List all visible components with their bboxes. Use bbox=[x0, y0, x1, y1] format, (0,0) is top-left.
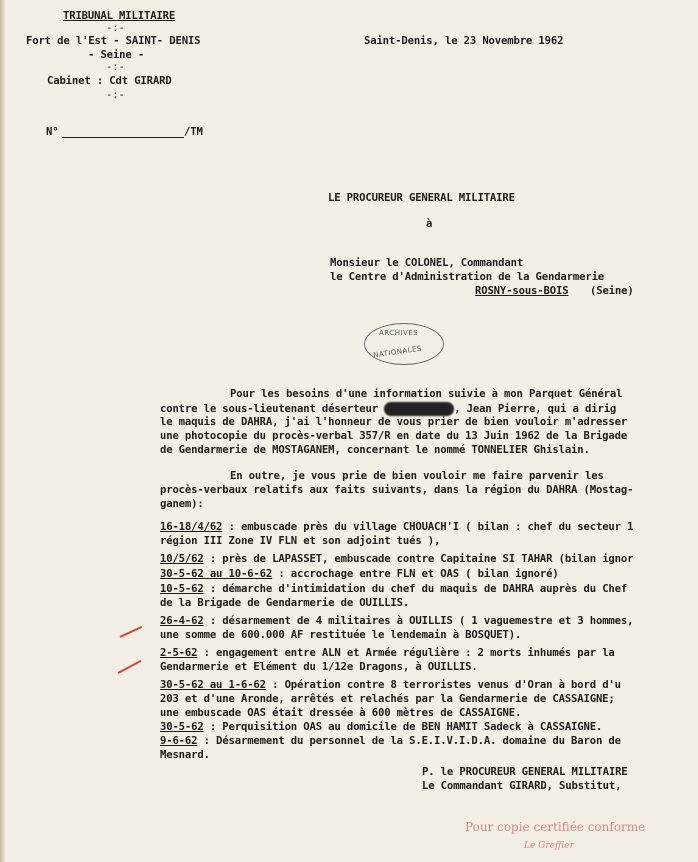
event-line: une embuscade OAS était dressée à 600 mètres de CASSAIGNE. bbox=[160, 707, 522, 719]
event-date: 9-6-62 bbox=[160, 735, 198, 747]
certified-copy-stamp: Pour copie certifiée conforme bbox=[465, 820, 646, 834]
red-margin-mark bbox=[118, 660, 142, 674]
event-text: : embuscade près du village CHOUACH'I ( bilan : chef du secteur 1 bbox=[222, 521, 634, 533]
event-line bbox=[160, 553, 633, 566]
para1-line: de Gendarmerie de MOSTAGANEM, concernant le nommé TONNELIER Ghislain. bbox=[160, 444, 590, 456]
greffier-stamp: Le Greffier bbox=[524, 841, 574, 851]
event-text: : engagement entre ALN et Armée régulière : 2 morts inhumés par la bbox=[197, 647, 615, 659]
event-date: 30-5-62 bbox=[160, 721, 204, 733]
event-line: une somme de 600.000 AF restituée le lendemain à BOSQUET). bbox=[160, 629, 522, 641]
stamp-bottom-text: NATIONALES bbox=[372, 344, 423, 360]
event-line: région III Zone IV FLN et son adjoint tués ), bbox=[160, 535, 441, 547]
reference-suffix: /TM bbox=[184, 126, 203, 138]
stamp-top-text: ARCHIVES bbox=[379, 329, 419, 337]
recipient-line-1: Monsieur le COLONEL, Commandant bbox=[330, 257, 524, 269]
event-line bbox=[160, 679, 621, 692]
redacted-name bbox=[384, 402, 454, 416]
para1-line-part: , Jean Pierre, qui a dirig bbox=[454, 403, 617, 415]
place-date: Saint-Denis, le 23 Novembre 1962 bbox=[364, 35, 564, 47]
reference-blank-line bbox=[62, 137, 184, 138]
signature-line-2: Le Commandant GIRARD, Substitut, bbox=[422, 780, 622, 792]
reference-prefix: N° bbox=[46, 126, 59, 138]
para1-line-part: contre le sous-lieutenant déserteur bbox=[160, 403, 378, 415]
event-text: : démarche d'intimidation du chef du maquis de DAHRA auprès du Chef bbox=[203, 583, 628, 595]
event-line: Mesnard. bbox=[160, 749, 210, 761]
event-line bbox=[160, 721, 602, 734]
event-date: 16-18/4/62 bbox=[160, 521, 223, 533]
event-date: 10/5/62 bbox=[160, 553, 204, 565]
sender-to: à bbox=[426, 218, 433, 230]
para2-line: En outre, je vous prie de bien vouloir me faire parvenir les bbox=[230, 470, 604, 482]
event-line: Gendarmerie et Elément du 1/12e Dragons, à OUILLIS. bbox=[160, 661, 478, 673]
para2-line: procès-verbaux relatifs aux faits suivants, dans la région du DAHRA (Mostag- bbox=[160, 484, 634, 496]
recipient-line-2: le Centre d'Administration de la Gendarmerie bbox=[330, 271, 605, 283]
para1-line bbox=[160, 402, 616, 416]
event-text: : Opération contre 8 terroristes venus d'Oran à bord d'u bbox=[265, 679, 621, 691]
separator: -:- bbox=[106, 22, 125, 34]
tribunal-title: TRIBUNAL MILITAIRE bbox=[63, 10, 176, 22]
para2-line: ganem): bbox=[160, 498, 204, 510]
sender-title: LE PROCUREUR GENERAL MILITAIRE bbox=[328, 192, 515, 204]
cabinet-line: Cabinet : Cdt GIRARD bbox=[47, 75, 172, 87]
event-line bbox=[160, 568, 559, 581]
seine-line: - Seine - bbox=[88, 49, 145, 61]
archives-nationales-stamp bbox=[364, 323, 444, 365]
event-text: : Perquisition OAS au domicile de BEN HAMIT Sadeck à CASSAIGNE. bbox=[203, 721, 603, 733]
event-date: 10-5-62 bbox=[160, 583, 204, 595]
event-line: de la Brigade de Gendarmerie de OUILLIS. bbox=[160, 597, 410, 609]
fort-line: Fort de l'Est - SAINT- DENIS bbox=[26, 35, 201, 47]
event-text: : accrochage entre FLN et OAS ( bilan ignoré) bbox=[272, 568, 559, 580]
para1-line: Pour les besoins d'une information suivie à mon Parquet Général bbox=[230, 388, 623, 400]
separator: -:- bbox=[106, 89, 125, 101]
event-date: 2-5-62 bbox=[160, 647, 198, 659]
signature-line-1: P. le PROCUREUR GENERAL MILITAIRE bbox=[422, 766, 628, 778]
event-line bbox=[160, 521, 633, 534]
event-date: 30-5-62 au 1-6-62 bbox=[160, 679, 266, 691]
event-date: 26-4-62 bbox=[160, 615, 204, 627]
event-line bbox=[160, 735, 621, 748]
event-line bbox=[160, 647, 615, 660]
event-line: 203 et d'une Aronde, arrêtés et relachés par la Gendarmerie de CASSAIGNE; bbox=[160, 693, 615, 705]
recipient-dept: (Seine) bbox=[590, 285, 634, 297]
para1-line: le maquis de DAHRA, j'ai l'honneur de vous prier de bien vouloir m'adresser bbox=[160, 416, 628, 428]
event-text: : près de LAPASSET, embuscade contre Capitaine SI TAHAR (bilan ignor bbox=[203, 553, 634, 565]
event-line bbox=[160, 615, 633, 628]
page-edge-shadow bbox=[0, 0, 6, 862]
event-line bbox=[160, 583, 627, 596]
para1-line: une photocopie du procès-verbal 357/R en date du 13 Juin 1962 de la Brigade bbox=[160, 430, 628, 442]
recipient-city: ROSNY-sous-BOIS bbox=[475, 285, 569, 297]
event-text: : Désarmement du personnel de la S.E.I.V.I.D.A. domaine du Baron de bbox=[197, 735, 621, 747]
event-date: 30-5-62 au 10-6-62 bbox=[160, 568, 273, 580]
red-margin-mark bbox=[120, 626, 143, 638]
separator: -:- bbox=[106, 61, 125, 73]
event-text: : désarmement de 4 militaires à OUILLIS ( 1 vaguemestre et 3 hommes, bbox=[203, 615, 634, 627]
